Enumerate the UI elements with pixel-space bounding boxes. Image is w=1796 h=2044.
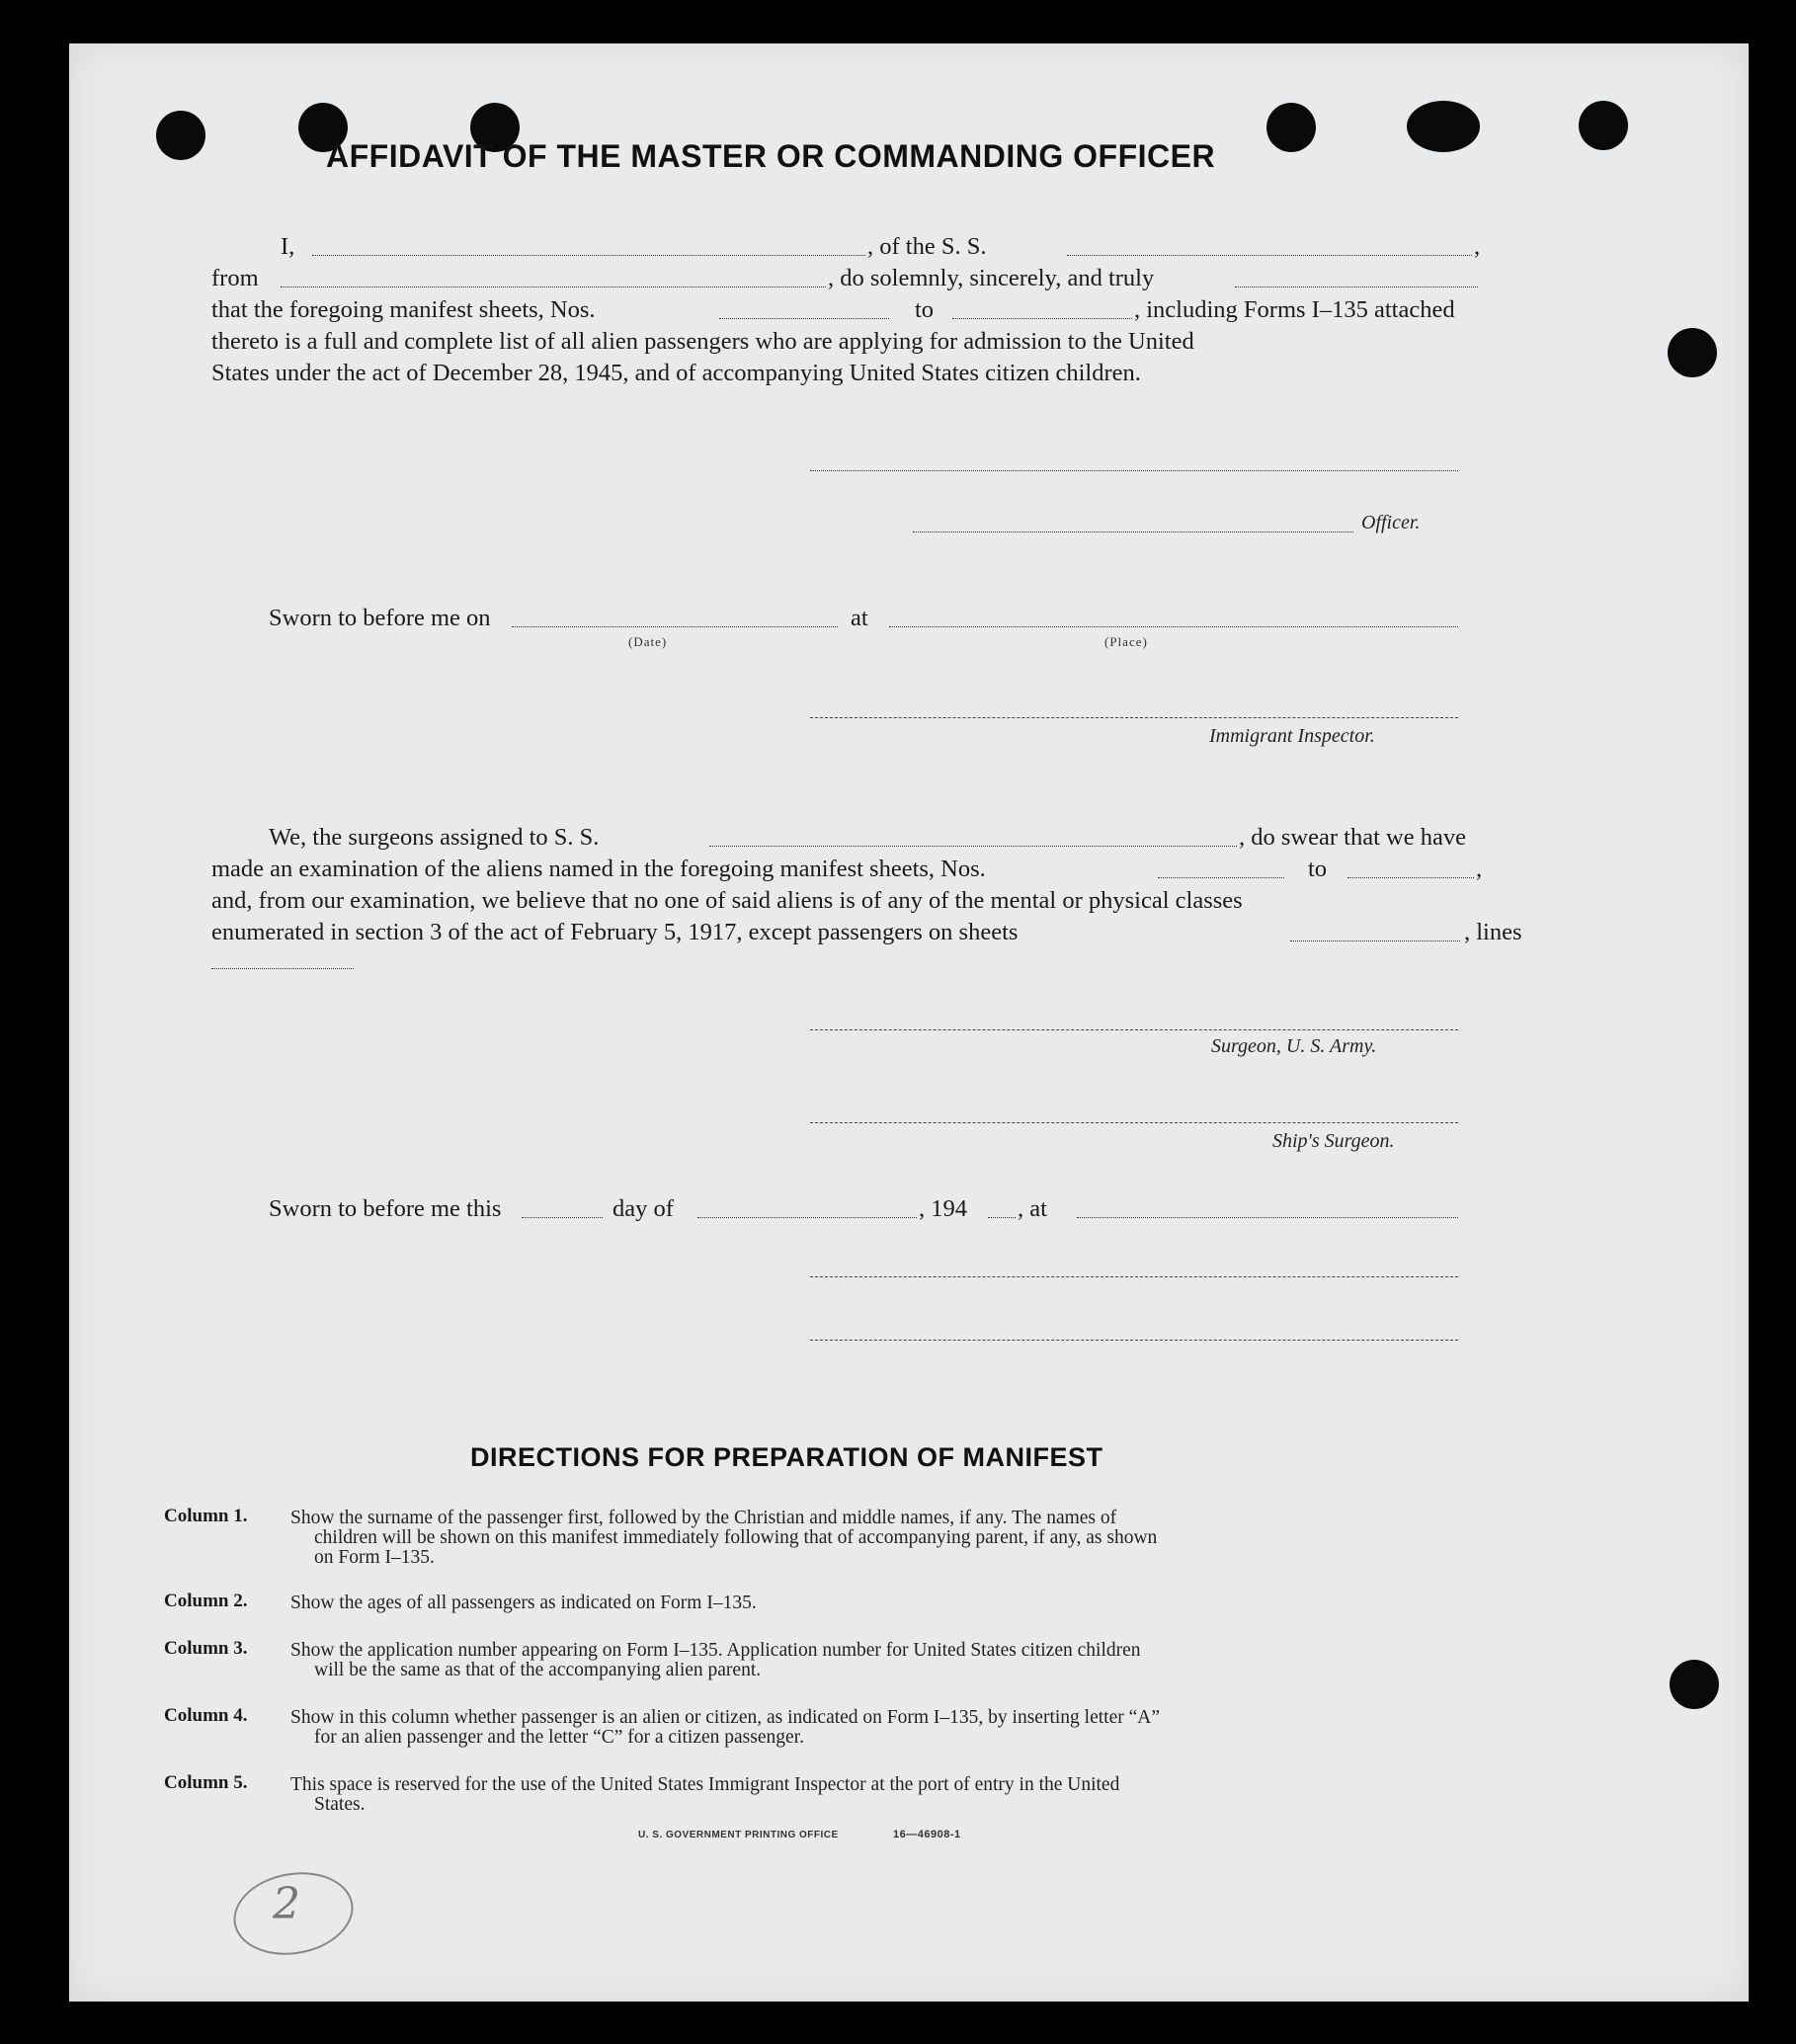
direction-text: This space is reserved for the use of the United States Immigrant Inspector at the port of entry in the United xyxy=(290,1774,1120,1795)
affidavit-text: that the foregoing manifest sheets, Nos. xyxy=(211,296,596,323)
handwritten-mark: 2 xyxy=(273,1879,300,1929)
direction-text: on Form I–135. xyxy=(314,1547,435,1568)
punch-hole xyxy=(1579,101,1628,150)
ship-surgeon-signature-line xyxy=(810,1122,1458,1123)
direction-text: children will be shown on this manifest immediately following that of accompanying parent, if any, as shown xyxy=(314,1527,1158,1548)
month-field-line xyxy=(697,1217,917,1218)
form-number: 16—46908-1 xyxy=(893,1829,961,1840)
affidavit-line-5: States under the act of December 28, 1945, and of accompanying United States citizen children. xyxy=(211,360,1141,386)
inspector-caption: Immigrant Inspector. xyxy=(1209,725,1375,747)
affidavit-title: AFFIDAVIT OF THE MASTER OR COMMANDING OFFICER xyxy=(326,138,1216,174)
surgeons-line-3: and, from our examination, we believe that no one of said aliens is of any of the mental or physical classes xyxy=(211,887,1243,914)
sheet-to-field-line xyxy=(952,318,1132,319)
direction-label: Column 2. xyxy=(164,1591,248,1611)
printer-credit: U. S. GOVERNMENT PRINTING OFFICE xyxy=(638,1830,839,1840)
exception-sheets-line xyxy=(1290,940,1460,941)
sheet-from-field-line xyxy=(719,318,889,319)
surgeon-sheet-from-line xyxy=(1158,877,1284,878)
affidavit-text: from xyxy=(211,265,259,291)
sworn-text: at xyxy=(851,605,868,631)
name-field-line xyxy=(312,255,865,256)
sworn-text: Sworn to before me on xyxy=(269,605,491,631)
affidavit-text: , including Forms I–135 attached xyxy=(1134,296,1455,323)
sworn2-text: , 194 xyxy=(919,1195,967,1222)
direction-text: Show the application number appearing on Form I–135. Application number for United States citizen children xyxy=(290,1640,1141,1661)
direction-label: Column 3. xyxy=(164,1638,248,1659)
location-field-line xyxy=(1077,1217,1458,1218)
direction-text: Show the ages of all passengers as indicated on Form I–135. xyxy=(290,1593,757,1613)
surgeons-text: made an examination of the aliens named in the foregoing manifest sheets, Nos. xyxy=(211,856,986,882)
place-caption: (Place) xyxy=(1104,634,1148,649)
affidavit-text: , xyxy=(1474,233,1481,260)
punch-hole xyxy=(1668,328,1717,377)
direction-text: for an alien passenger and the letter “C” for a citizen passenger. xyxy=(314,1727,804,1748)
punch-hole xyxy=(1266,103,1316,152)
day-field-line xyxy=(522,1217,603,1218)
punch-hole xyxy=(1670,1660,1719,1709)
direction-label: Column 1. xyxy=(164,1506,248,1526)
affidavit-text: to xyxy=(915,296,935,323)
punch-hole xyxy=(1407,101,1480,152)
sworn2-text: , at xyxy=(1018,1195,1047,1222)
surgeons-text: , xyxy=(1476,856,1483,882)
punch-hole xyxy=(156,111,205,160)
signature-line xyxy=(810,1340,1458,1341)
surgeon-ship-field-line xyxy=(709,846,1237,847)
officer-caption: Officer. xyxy=(1361,512,1421,533)
affidavit-text: , of the S. S. xyxy=(867,233,987,260)
affidavit-text: I, xyxy=(281,233,295,260)
sworn2-text: day of xyxy=(612,1195,674,1222)
from-field-line xyxy=(281,286,826,287)
army-surgeon-caption: Surgeon, U. S. Army. xyxy=(1211,1035,1377,1057)
surgeons-text: We, the surgeons assigned to S. S. xyxy=(269,824,600,851)
surgeons-text: , do swear that we have xyxy=(1239,824,1466,851)
direction-label: Column 5. xyxy=(164,1772,248,1793)
surgeons-text: enumerated in section 3 of the act of February 5, 1917, except passengers on sheets xyxy=(211,919,1019,945)
direction-text: Show the surname of the passenger first, followed by the Christian and middle names, if any. The names of xyxy=(290,1508,1117,1528)
directions-title: DIRECTIONS FOR PREPARATION OF MANIFEST xyxy=(470,1442,1103,1472)
affidavit-line-4: thereto is a full and complete list of all alien passengers who are applying for admission to the United xyxy=(211,328,1194,355)
oath-field-line xyxy=(1235,286,1478,287)
exception-lines-line xyxy=(211,968,354,969)
inspector-signature-line xyxy=(810,717,1458,718)
army-surgeon-signature-line xyxy=(810,1029,1458,1030)
date-field-line xyxy=(512,626,838,627)
date-caption: (Date) xyxy=(628,634,668,649)
place-field-line xyxy=(889,626,1458,627)
ship-name-field-line xyxy=(1067,255,1472,256)
surgeon-sheet-to-line xyxy=(1347,877,1474,878)
document-page xyxy=(69,43,1749,2002)
direction-text: will be the same as that of the accompanying alien parent. xyxy=(314,1660,762,1680)
sworn2-text: Sworn to before me this xyxy=(269,1195,502,1222)
surgeons-text: , lines xyxy=(1464,919,1522,945)
affidavit-text: , do solemnly, sincerely, and truly xyxy=(828,265,1155,291)
signature-line xyxy=(810,470,1458,471)
officer-signature-line xyxy=(913,531,1353,532)
year-field-line xyxy=(988,1217,1016,1218)
ship-surgeon-caption: Ship's Surgeon. xyxy=(1272,1130,1395,1152)
surgeons-text: to xyxy=(1308,856,1328,882)
direction-text: Show in this column whether passenger is an alien or citizen, as indicated on Form I–135, by inserting letter “A” xyxy=(290,1707,1160,1728)
signature-line xyxy=(810,1276,1458,1277)
direction-label: Column 4. xyxy=(164,1705,248,1726)
direction-text: States. xyxy=(314,1794,366,1815)
